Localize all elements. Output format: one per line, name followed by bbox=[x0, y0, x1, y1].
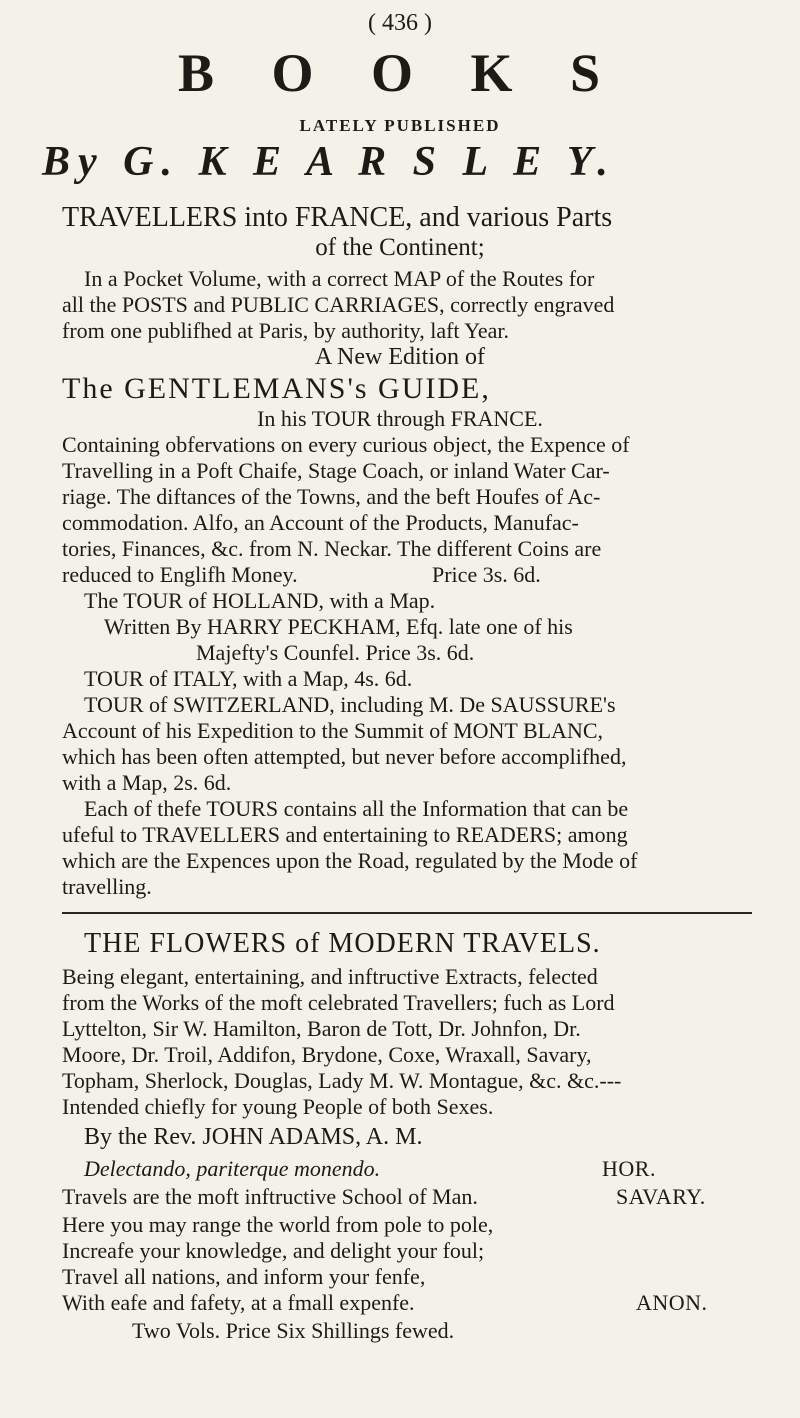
ad1-title-line2: of the Continent; bbox=[315, 234, 485, 261]
ad1-line: from one publifhed at Paris, by authority, laft Year. bbox=[62, 318, 510, 343]
switzerland-line: TOUR of SWITZERLAND, including M. De SAUSSURE's bbox=[84, 692, 616, 717]
guide-line: commodation. Alfo, an Account of the Products, Manufac- bbox=[62, 510, 579, 535]
publisher-line: By G. K E A R S L E Y. bbox=[42, 139, 616, 185]
quote: Travels are the moft inftructive School of Man. bbox=[62, 1184, 478, 1209]
tours-note-line: Each of thefe TOURS contains all the Information that can be bbox=[84, 796, 629, 821]
flowers-line: Being elegant, entertaining, and inftructive Extracts, felected bbox=[62, 964, 598, 989]
tours-note-line: which are the Expences upon the Road, regulated by the Mode of bbox=[62, 848, 638, 873]
holland-author-line2: Majefty's Counfel. Price 3s. 6d. bbox=[196, 640, 475, 665]
tours-note-line: travelling. bbox=[62, 874, 152, 899]
flowers-author: By the Rev. JOHN ADAMS, A. M. bbox=[84, 1124, 423, 1150]
guide-line: Containing obfervations on every curious object, the Expence of bbox=[62, 432, 630, 457]
volumes-price: Two Vols. Price Six Shillings fewed. bbox=[132, 1318, 455, 1343]
switzerland-line: with a Map, 2s. 6d. bbox=[62, 770, 232, 795]
flowers-line: Intended chiefly for young People of both Sexes. bbox=[62, 1094, 494, 1119]
motto-attribution: HOR. bbox=[602, 1156, 656, 1181]
verse-line: With eafe and fafety, at a fmall expenfe. bbox=[62, 1290, 415, 1315]
motto: Delectando, pariterque monendo. bbox=[84, 1156, 381, 1181]
holland-title: The TOUR of HOLLAND, with a Map. bbox=[84, 588, 436, 613]
flowers-line: from the Works of the moft celebrated Travellers; fuch as Lord bbox=[62, 990, 615, 1015]
guide-line: riage. The diftances of the Towns, and the beft Houfes of Ac- bbox=[62, 484, 601, 509]
guide-subtitle: In his TOUR through FRANCE. bbox=[257, 406, 543, 431]
guide-line: Travelling in a Poft Chaife, Stage Coach, or inland Water Car- bbox=[62, 458, 610, 483]
flowers-title: THE FLOWERS of MODERN TRAVELS. bbox=[84, 928, 601, 959]
verse-attribution: ANON. bbox=[636, 1290, 708, 1315]
flowers-line: Topham, Sherlock, Douglas, Lady M. W. Montague, &c. &c.--- bbox=[62, 1068, 622, 1093]
verse-line: Here you may range the world from pole to pole, bbox=[62, 1212, 494, 1237]
edition-label: A New Edition of bbox=[315, 344, 485, 370]
guide-line: tories, Finances, &c. from N. Neckar. The different Coins are bbox=[62, 536, 602, 561]
ad1-title: TRAVELLERS into FRANCE, and various Parts bbox=[62, 202, 613, 233]
flowers-line: Lyttelton, Sir W. Hamilton, Baron de Tott, Dr. Johnfon, Dr. bbox=[62, 1016, 581, 1041]
holland-author: Written By HARRY PECKHAM, Efq. late one of his bbox=[104, 614, 573, 639]
verse-line: Travel all nations, and inform your fenfe, bbox=[62, 1264, 426, 1289]
ad1-line: all the POSTS and PUBLIC CARRIAGES, correctly engraved bbox=[62, 292, 615, 317]
flowers-line: Moore, Dr. Troil, Addifon, Brydone, Coxe, Wraxall, Savary, bbox=[62, 1042, 592, 1067]
italy-title: TOUR of ITALY, with a Map, 4s. 6d. bbox=[84, 666, 413, 691]
page-title: B O O K S bbox=[177, 43, 623, 103]
guide-price: Price 3s. 6d. bbox=[432, 562, 541, 587]
verse-line: Increafe your knowledge, and delight your foul; bbox=[62, 1238, 485, 1263]
ad1-line: In a Pocket Volume, with a correct MAP of the Routes for bbox=[84, 266, 595, 291]
switzerland-line: which has been often attempted, but never before accomplifhed, bbox=[62, 744, 627, 769]
section-divider bbox=[62, 912, 752, 914]
guide-title: The GENTLEMANS's GUIDE, bbox=[62, 372, 491, 405]
page-subtitle: LATELY PUBLISHED bbox=[299, 116, 501, 135]
quote-attribution: SAVARY. bbox=[616, 1184, 706, 1209]
switzerland-line: Account of his Expedition to the Summit of MONT BLANC, bbox=[62, 718, 604, 743]
guide-line: reduced to Englifh Money. bbox=[62, 562, 298, 587]
tours-note-line: ufeful to TRAVELLERS and entertaining to READERS; among bbox=[62, 822, 628, 847]
page-number: ( 436 ) bbox=[368, 10, 432, 36]
